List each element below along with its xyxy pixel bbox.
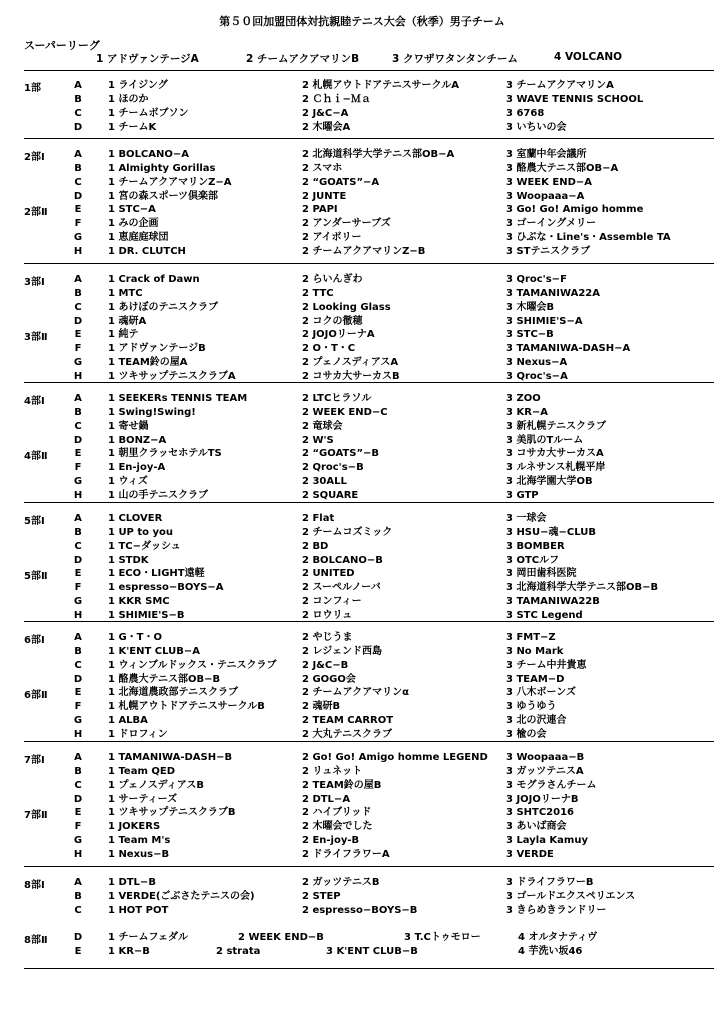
league-letter: G <box>73 356 83 368</box>
section-divider <box>24 621 714 622</box>
team-name: 2 Looking Glass <box>302 301 391 313</box>
team-name: 1 SEEKERs TENNIS TEAM <box>108 393 248 404</box>
team-name: 1 TAMANIWA-DASH−B <box>108 752 233 763</box>
team-name: 1 TEAM鈴の屋A <box>108 356 188 368</box>
team-name: 3 チーム中井貴恵 <box>506 659 587 671</box>
league-letter: D <box>73 190 83 202</box>
division-label: 5部Ⅱ <box>24 571 48 582</box>
team-name: 2 STEP <box>302 890 341 902</box>
team-name: 1 ウィンブルドックス・テニスクラブ <box>108 659 277 671</box>
team-name: 2 UNITED <box>302 568 355 579</box>
league-letter: F <box>74 217 82 229</box>
league-letter: B <box>74 890 82 902</box>
team-name: 2 チームコズミック <box>302 526 393 538</box>
team-name: 2 Go! Go! Amigo homme LEGEND <box>302 752 488 763</box>
section-divider <box>24 502 714 503</box>
section-divider <box>24 382 714 383</box>
division-label: 3部Ⅱ <box>24 332 48 343</box>
league-letter: H <box>73 848 83 860</box>
league-letter: G <box>73 231 83 243</box>
team-name: 2 PAPI <box>302 204 338 215</box>
league-letter: B <box>74 765 82 777</box>
team-name: 1 北海道農政部テニスクラブ <box>108 687 239 698</box>
team-name: 2 strata <box>216 945 261 957</box>
team-name: 3 TEAM−D <box>506 673 565 685</box>
team-name: 2 BOLCANO−B <box>302 554 383 566</box>
league-letter: G <box>73 475 83 487</box>
team-name: 3 岡田歯科医院 <box>506 568 577 579</box>
team-name: 1 ツキサップテニスクラブB <box>108 807 236 818</box>
team-name: 3 ゴールドエクスペリエンス <box>506 890 636 902</box>
team-name: 1 ドロフィン <box>108 728 168 740</box>
league-letter: H <box>73 245 83 257</box>
league-letter: H <box>73 370 83 382</box>
league-letter: D <box>73 121 83 133</box>
team-name: 3 木曜会B <box>506 301 555 313</box>
team-name: 3 北海学園大学OB <box>506 475 593 487</box>
team-name: 1 KR−B <box>108 945 150 957</box>
team-name: 1 JOKERS <box>108 820 161 832</box>
team-name: 3 新札幌テニスクラブ <box>506 420 607 432</box>
league-letter: D <box>73 673 83 685</box>
league-letter: C <box>74 420 82 432</box>
team-name: 3 VERDE <box>506 848 554 860</box>
team-name: 1 ほのか <box>108 93 149 105</box>
team-name: 3 ルネサンス札幌平岸 <box>506 461 606 473</box>
team-name: 3 6768 <box>506 107 545 119</box>
team-name: 1 Crack of Dawn <box>108 274 200 285</box>
team-name: 1 TC−ダッシュ <box>108 540 181 552</box>
league-letter: H <box>73 609 83 621</box>
page-title: 第５０回加盟団体対抗親睦テニス大会（秋季）男子チーム <box>219 15 505 28</box>
league-letter: A <box>74 632 82 643</box>
team-name: 1 UP to you <box>108 526 174 538</box>
team-name: 2 “GOATS”−B <box>302 448 380 459</box>
division-label: 2部Ⅰ <box>24 152 45 163</box>
league-letter: E <box>74 807 82 818</box>
league-letter: A <box>74 877 82 888</box>
team-name: 2 北海道科学大学テニス部OB−A <box>302 149 455 160</box>
team-name: 1 En-joy-A <box>108 461 166 473</box>
league-letter: F <box>74 581 82 593</box>
division-label: 4部Ⅰ <box>24 396 45 407</box>
section-divider <box>24 70 714 71</box>
team-name: 2 竜球会 <box>302 420 343 432</box>
division-label: 3部Ⅰ <box>24 277 45 288</box>
league-letter: E <box>74 448 82 459</box>
team-name: 3 酪農大テニス部OB−A <box>506 162 619 174</box>
team-name: 3 FMT−Z <box>506 632 556 643</box>
team-name: 2 SQUARE <box>302 489 359 501</box>
team-name: 3 STC−B <box>506 329 554 340</box>
team-name: 3 ドライフラワーB <box>506 877 594 888</box>
team-name: 3 コサカ大サーカスA <box>506 448 604 459</box>
team-name: 2 らいんぎわ <box>302 274 363 285</box>
team-name: 3 OTCルフ <box>506 554 560 566</box>
team-name: 2 プェノスディアスA <box>302 356 399 368</box>
league-letter: E <box>74 945 82 957</box>
team-name: 1 MTC <box>108 287 143 299</box>
team-name: 1 ウィズ <box>108 475 148 487</box>
team-name: 3 北海道科学大学テニス部OB−B <box>506 581 659 593</box>
team-name: 3 STテニスクラブ <box>506 245 591 257</box>
division-label: 7部Ⅱ <box>24 810 48 821</box>
team-name: 2 ドライフラワーA <box>302 848 390 860</box>
team-name: 1 STDK <box>108 554 149 566</box>
team-name: 2 TEAM鈴の屋B <box>302 779 382 791</box>
league-letter: G <box>73 714 83 726</box>
team-name: 2 TTC <box>302 287 334 299</box>
league-letter: D <box>73 315 83 327</box>
division-label: 8部Ⅱ <box>24 935 48 946</box>
team-name: 3 一球会 <box>506 513 547 524</box>
team-name: 1 K'ENT CLUB−A <box>108 645 200 657</box>
league-letter: D <box>73 793 83 805</box>
league-letter: A <box>74 752 82 763</box>
league-letter: B <box>74 645 82 657</box>
team-name: 2 ハイブリッド <box>302 807 372 818</box>
league-letter: D <box>73 932 83 943</box>
league-letter: C <box>74 779 82 791</box>
team-name: 2 木曜会でした <box>302 820 373 832</box>
team-name: 1 純テ <box>108 329 139 340</box>
team-name: 2 Ｃｈｉ−Ｍａ <box>302 93 371 105</box>
team-name: 1 チームK <box>108 121 157 133</box>
team-name: 1 アドヴァンテージB <box>108 342 206 354</box>
team-name: 3 K'ENT CLUB−B <box>326 945 418 957</box>
team-name: 3 SHIMIE'S−A <box>506 315 583 327</box>
division-label: 4部Ⅱ <box>24 451 48 462</box>
team-name: 3 楡の会 <box>506 728 547 740</box>
team-name: 1 チームボブソン <box>108 107 189 119</box>
league-letter: A <box>74 80 82 91</box>
section-divider <box>24 866 714 867</box>
league-letter: F <box>74 342 82 354</box>
team-name: 1 ツキサップテニスクラブA <box>108 370 236 382</box>
team-name: 1 みの企画 <box>108 217 159 229</box>
team-name: 3 Go! Go! Amigo homme <box>506 204 644 215</box>
division-label: 6部Ⅰ <box>24 635 45 646</box>
team-name: 3 WAVE TENNIS SCHOOL <box>506 93 644 105</box>
league-letter: C <box>74 540 82 552</box>
league-letter: C <box>74 176 82 188</box>
team-name: 1 Team QED <box>108 765 175 777</box>
team-name: 2 espresso−BOYS−B <box>302 904 418 916</box>
league-letter: B <box>74 287 82 299</box>
team-name: 2 W'S <box>302 434 334 446</box>
league-letter: F <box>74 700 82 712</box>
team-name: 1 プェノスディアスB <box>108 779 204 791</box>
team-name: 3 美肌のTルーム <box>506 434 584 446</box>
team-name: 2 コサカ大サーカスB <box>302 370 400 382</box>
team-name: 1 CLOVER <box>108 513 163 524</box>
team-name: 2 GOGO会 <box>302 673 356 685</box>
team-name: 1 チームフェダル <box>108 932 188 943</box>
league-letter: A <box>74 149 82 160</box>
super-league-team: 4 VOLCANO <box>554 51 623 63</box>
league-letter: A <box>74 274 82 285</box>
league-letter: D <box>73 434 83 446</box>
team-name: 3 きらめきランドリー <box>506 904 607 916</box>
team-name: 3 SHTC2016 <box>506 807 575 818</box>
super-league-label: スーパーリーグ <box>24 39 100 52</box>
team-name: 3 Nexus−A <box>506 356 568 368</box>
team-name: 3 モグラさんチーム <box>506 779 597 791</box>
team-name: 3 KR−A <box>506 406 549 418</box>
team-name: 2 JOJOリーナA <box>302 329 375 340</box>
team-name: 2 札幌アウトドアテニスサークルA <box>302 80 459 91</box>
team-name: 1 BONZ−A <box>108 434 167 446</box>
team-name: 2 Qroc's−B <box>302 461 364 473</box>
team-name: 3 ゆうゆう <box>506 700 557 712</box>
league-letter: B <box>74 526 82 538</box>
team-name: 1 あけぼのテニスクラブ <box>108 301 219 313</box>
division-label: 6部Ⅱ <box>24 690 48 701</box>
team-name: 4 芋洗い坂46 <box>518 945 583 957</box>
team-name: 3 BOMBER <box>506 540 565 552</box>
league-letter: H <box>73 489 83 501</box>
team-name: 1 espresso−BOYS−A <box>108 581 224 593</box>
super-league-team: 3 クワザワタンタンチーム <box>392 53 518 65</box>
team-name: 1 山の手テニスクラブ <box>108 489 209 501</box>
team-name: 1 ECO・LIGHT遠軽 <box>108 568 205 579</box>
league-letter: A <box>74 393 82 404</box>
division-label: 7部Ⅰ <box>24 755 45 766</box>
team-name: 2 スーペルノーバ <box>302 581 381 593</box>
team-name: 2 魂研B <box>302 700 341 712</box>
team-name: 1 HOT POT <box>108 904 169 916</box>
team-name: 3 八木ボーンズ <box>506 687 576 698</box>
team-name: 2 WEEK END−C <box>302 406 388 418</box>
team-name: 3 Woopaaa−A <box>506 190 585 202</box>
league-letter: H <box>73 728 83 740</box>
team-name: 3 Layla Kamuy <box>506 834 588 846</box>
league-letter: D <box>73 554 83 566</box>
team-name: 1 Nexus−B <box>108 848 170 860</box>
section-divider <box>24 138 714 139</box>
team-name: 2 大丸テニスクラブ <box>302 728 393 740</box>
team-name: 2 ガッツテニスB <box>302 877 380 888</box>
team-name: 2 やじうま <box>302 632 353 643</box>
super-league-team: 2 チームアクアマリンB <box>246 53 360 65</box>
team-name: 1 Almighty Gorillas <box>108 162 216 174</box>
league-letter: F <box>74 820 82 832</box>
team-name: 2 アンダーサーブズ <box>302 217 391 229</box>
league-letter: G <box>73 834 83 846</box>
team-name: 2 J&C−B <box>302 659 349 671</box>
team-name: 1 BOLCANO−A <box>108 149 190 160</box>
team-name: 1 朝里クラッセホテルTS <box>108 448 222 459</box>
team-name: 3 TAMANIWA22B <box>506 595 600 607</box>
team-name: 1 チームアクアマリンZ−A <box>108 176 232 188</box>
team-name: 2 コンフィー <box>302 595 362 607</box>
team-name: 1 宮の森スポーツ倶楽部 <box>108 190 219 202</box>
team-name: 2 WEEK END−B <box>238 932 324 943</box>
team-name: 4 オルタナティヴ <box>518 932 598 943</box>
team-name: 3 STC Legend <box>506 609 583 621</box>
team-name: 3 TAMANIWA22A <box>506 287 600 299</box>
team-name: 2 DTL−A <box>302 793 351 805</box>
team-name: 3 No Mark <box>506 645 564 657</box>
team-name: 3 あいば商会 <box>506 820 567 832</box>
team-name: 1 G・T・O <box>108 632 162 643</box>
team-name: 2 “GOATS”−A <box>302 176 380 188</box>
team-name: 3 Qroc's−A <box>506 370 568 382</box>
team-name: 3 ガッツテニスA <box>506 765 584 777</box>
team-name: 1 Team M's <box>108 834 171 846</box>
team-name: 1 札幌アウトドアテニスサークルB <box>108 700 265 712</box>
team-name: 3 北の沢連合 <box>506 714 567 726</box>
team-name: 3 Qroc's−F <box>506 274 567 285</box>
team-name: 1 サーティーズ <box>108 793 178 805</box>
team-name: 3 TAMANIWA-DASH−A <box>506 342 631 354</box>
league-letter: E <box>74 204 82 215</box>
team-name: 2 30ALL <box>302 475 347 487</box>
team-name: 2 コクの徹穂 <box>302 315 363 327</box>
team-name: 2 レジェンド西島 <box>302 645 382 657</box>
team-name: 2 Flat <box>302 513 335 524</box>
team-name: 2 リュネット <box>302 765 363 777</box>
team-name: 1 Swing!Swing! <box>108 406 196 418</box>
league-letter: C <box>74 107 82 119</box>
team-name: 3 WEEK END−A <box>506 176 592 188</box>
team-name: 1 DR. CLUTCH <box>108 245 186 257</box>
team-name: 3 いちいの会 <box>506 121 567 133</box>
team-name: 1 ライジング <box>108 80 168 91</box>
league-letter: E <box>74 568 82 579</box>
team-name: 1 KKR SMC <box>108 595 170 607</box>
super-league-team: 1 アドヴァンテージA <box>96 53 199 65</box>
team-name: 3 ひぶな・Line's・Assemble TA <box>506 231 671 243</box>
team-name: 3 Woopaaa−B <box>506 752 585 763</box>
league-letter: C <box>74 904 82 916</box>
team-name: 2 木曜会A <box>302 121 351 133</box>
team-name: 2 JUNTE <box>302 190 347 202</box>
league-letter: F <box>74 461 82 473</box>
league-letter: B <box>74 406 82 418</box>
team-name: 3 チームアクアマリンA <box>506 80 614 91</box>
team-name: 2 BD <box>302 540 329 552</box>
team-name: 2 チームアクアマリンα <box>302 687 410 698</box>
team-name: 3 ZOO <box>506 393 541 404</box>
team-name: 2 ロウリュ <box>302 609 353 621</box>
team-name: 1 魂研A <box>108 315 147 327</box>
team-name: 2 LTCヒラソル <box>302 393 372 404</box>
league-letter: G <box>73 595 83 607</box>
team-name: 1 酪農大テニス部OB−B <box>108 673 221 685</box>
team-name: 2 スマホ <box>302 162 343 174</box>
league-letter: A <box>74 513 82 524</box>
team-name: 1 STC−A <box>108 204 156 215</box>
team-name: 2 J&C−A <box>302 107 349 119</box>
team-name: 3 GTP <box>506 489 539 501</box>
league-letter: B <box>74 93 82 105</box>
team-name: 1 VERDE(ごぶさたテニスの会) <box>108 890 255 902</box>
division-label: 2部Ⅱ <box>24 207 48 218</box>
section-divider <box>24 968 714 969</box>
division-label: 1部 <box>24 83 41 94</box>
league-letter: E <box>74 687 82 698</box>
team-name: 3 ゴーイングメリー <box>506 217 597 229</box>
team-name: 2 En-joy-B <box>302 834 360 846</box>
league-letter: C <box>74 659 82 671</box>
team-name: 1 恵庭庭球団 <box>108 231 169 243</box>
league-letter: B <box>74 162 82 174</box>
team-name: 3 T.Cトゥモロー <box>404 932 481 943</box>
team-name: 2 アイボリー <box>302 231 362 243</box>
team-name: 2 O・T・C <box>302 342 356 354</box>
division-label: 5部Ⅰ <box>24 516 45 527</box>
team-name: 1 SHIMIE'S−B <box>108 609 185 621</box>
team-name: 1 寄せ鍋 <box>108 420 149 432</box>
section-divider <box>24 741 714 742</box>
team-name: 2 チームアクアマリンZ−B <box>302 245 426 257</box>
division-label: 8部Ⅰ <box>24 880 45 891</box>
team-name: 3 HSU−魂−CLUB <box>506 526 596 538</box>
team-name: 3 JOJOリーナB <box>506 793 579 805</box>
section-divider <box>24 263 714 264</box>
league-letter: E <box>74 329 82 340</box>
team-name: 1 ALBA <box>108 714 148 726</box>
league-letter: C <box>74 301 82 313</box>
team-name: 2 TEAM CARROT <box>302 714 394 726</box>
team-name: 1 DTL−B <box>108 877 156 888</box>
team-name: 3 室蘭中年会議所 <box>506 149 587 160</box>
